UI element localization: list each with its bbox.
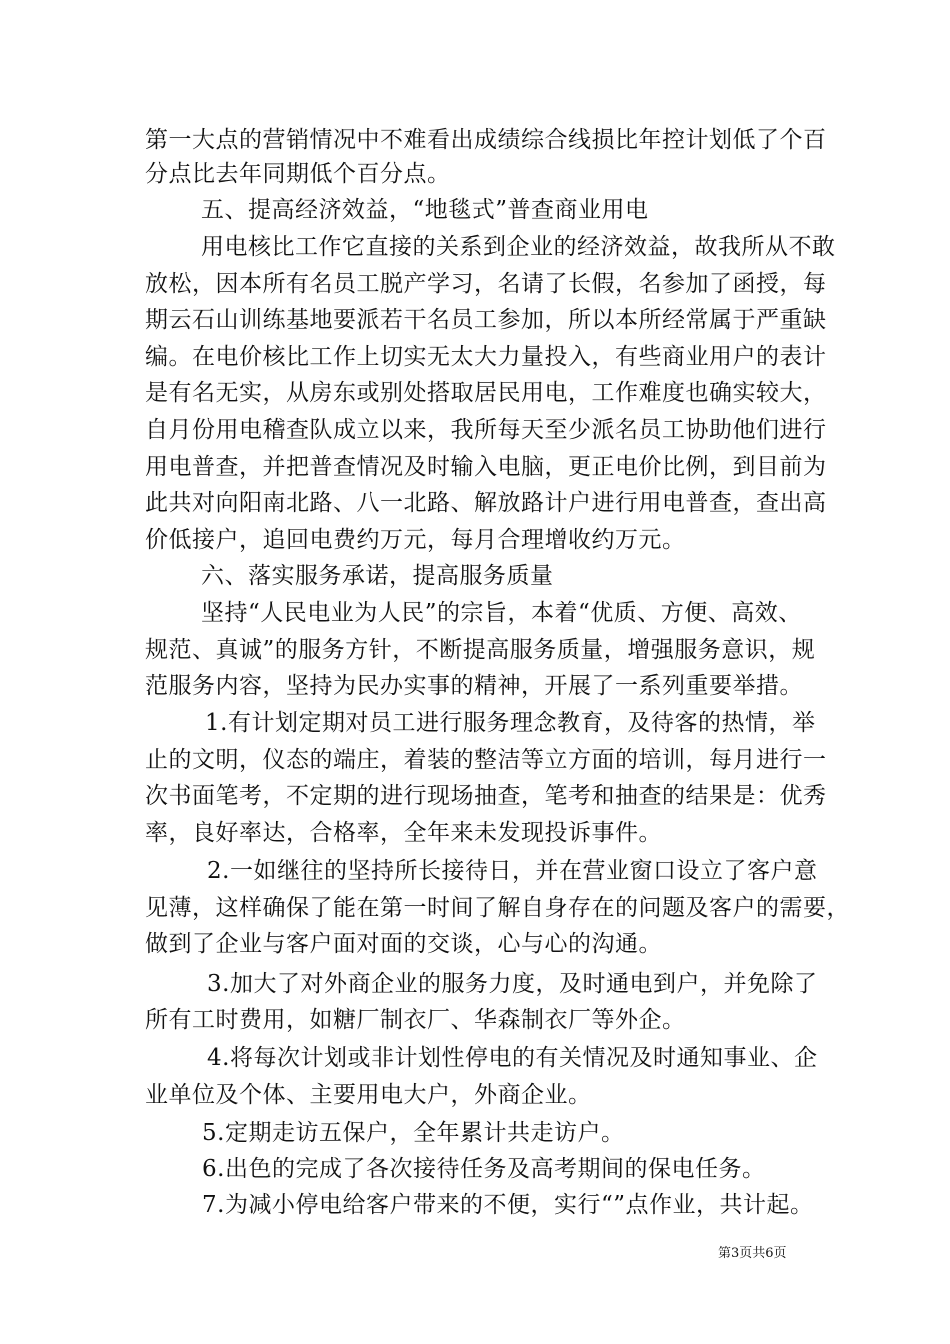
- text-line: 第一大点的营销情况中不难看出成绩综合线损比年控计划低了个百: [145, 127, 827, 153]
- text-line: 业单位及个体、主要用电大户，外商企业。: [145, 1082, 592, 1108]
- text-line: 用电核比工作它直接的关系到企业的经济效益，故我所从不敢: [201, 234, 836, 260]
- list-item: 5.定期走访五保户，全年累计共走访户。: [202, 1120, 625, 1146]
- list-item: 2.一如继往的坚持所长接待日，并在营业窗口设立了客户意: [207, 858, 818, 884]
- text-line: 期云石山训练基地要派若干名员工参加，所以本所经常属于严重缺: [145, 307, 827, 333]
- text-line: 见薄，这样确保了能在第一时间了解自身存在的问题及客户的需要，: [145, 895, 850, 921]
- text-line: 放松，因本所有名员工脱产学习，名请了长假，名参加了函授，每: [145, 271, 827, 297]
- text-line: 坚持“人民电业为人民”的宗旨，本着“优质、方便、高效、: [201, 600, 802, 626]
- text-line: 是有名无实，从房东或别处搭取居民用电，工作难度也确实较大，: [145, 380, 827, 406]
- text-line: 规范、真诚”的服务方针，不断提高服务质量，增强服务意识，规: [145, 637, 816, 663]
- text-line: 编。在电价核比工作上切实无太大力量投入，有些商业用户的表计: [145, 344, 827, 370]
- text-line: 自月份用电稽查队成立以来，我所每天至少派名员工协助他们进行: [145, 417, 827, 443]
- list-item: 4.将每次计划或非计划性停电的有关情况及时通知事业、企: [207, 1045, 818, 1071]
- text-line: 此共对向阳南北路、八一北路、解放路计户进行用电普查，查出高: [145, 490, 827, 516]
- list-item: 1.有计划定期对员工进行服务理念教育，及待客的热情，举: [205, 710, 816, 736]
- text-line: 做到了企业与客户面对面的交谈，心与心的沟通。: [145, 931, 662, 957]
- list-item: 6.出色的完成了各次接待任务及高考期间的保电任务。: [202, 1156, 766, 1182]
- text-line: 次书面笔考，不定期的进行现场抽查，笔考和抽查的结果是：优秀: [145, 783, 827, 809]
- text-line: 率，良好率达，合格率，全年来未发现投诉事件。: [145, 820, 662, 846]
- section-heading: 六、落实服务承诺，提高服务质量: [201, 563, 554, 589]
- text-line: 范服务内容，坚持为民办实事的精神，开展了一系列重要举措。: [145, 673, 803, 699]
- text-line: 止的文明，仪态的端庄，着装的整洁等立方面的培训，每月进行一: [145, 747, 827, 773]
- text-line: 价低接户，追回电费约万元，每月合理增收约万元。: [145, 527, 686, 553]
- section-heading: 五、提高经济效益，“地毯式”普查商业用电: [201, 197, 649, 223]
- page-number: 第3页共6页: [718, 1246, 787, 1261]
- list-item: 7.为减小停电给客户带来的不便，实行“”点作业，共计起。: [202, 1192, 814, 1218]
- text-line: 用电普查，并把普查情况及时输入电脑，更正电价比例，到目前为: [145, 454, 827, 480]
- text-line: 所有工时费用，如糖厂制衣厂、华森制衣厂等外企。: [145, 1007, 686, 1033]
- text-line: 分点比去年同期低个百分点。: [145, 161, 451, 187]
- list-item: 3.加大了对外商企业的服务力度，及时通电到户，并免除了: [207, 971, 818, 997]
